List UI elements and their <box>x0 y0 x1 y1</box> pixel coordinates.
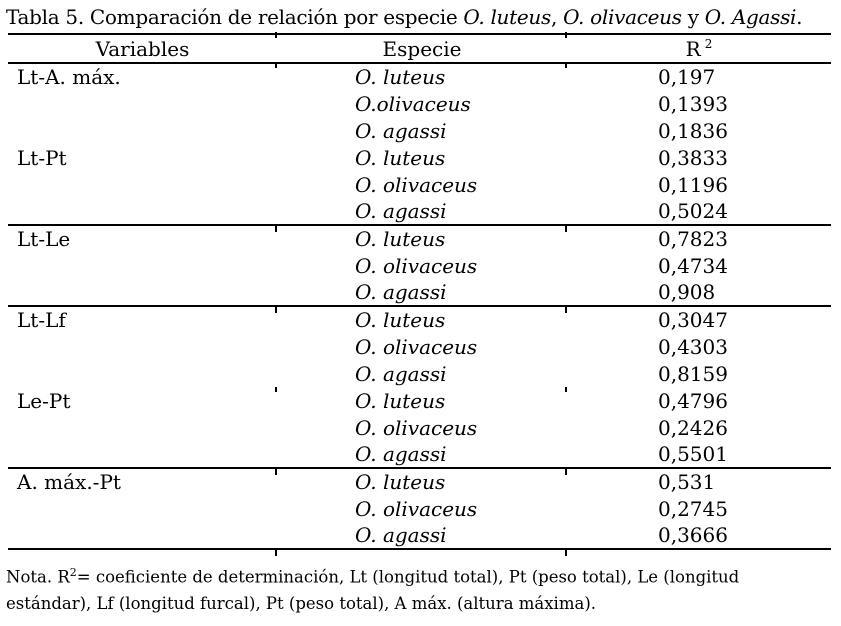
rule-tick <box>565 62 567 68</box>
variables-cell <box>8 117 277 144</box>
variables-cell <box>8 333 277 360</box>
table-row <box>8 63 831 90</box>
especie-cell: O.olivaceus <box>355 91 471 116</box>
table-row <box>8 144 831 171</box>
variables-cell <box>8 360 277 387</box>
r2-superscript: 2 <box>704 36 713 51</box>
variables-cell <box>8 522 277 549</box>
note-line-1 <box>6 560 826 591</box>
caption-sep-1: , <box>550 5 564 29</box>
caption-species-2: O. olivaceus <box>563 5 682 29</box>
table-row <box>8 198 831 225</box>
r2-cell: 0,4796 <box>658 388 728 413</box>
variables-cell <box>8 198 277 225</box>
r2-cell: 0,2745 <box>658 496 728 521</box>
rule-tick <box>565 226 567 232</box>
table-row <box>8 468 831 495</box>
rule-tick <box>275 469 277 475</box>
especie-cell: O. luteus <box>355 470 446 494</box>
table-note <box>6 560 826 617</box>
especie-cell: O. agassi <box>277 279 567 306</box>
note-r2-superscript: 2 <box>69 566 77 579</box>
r2-cell: 0,3833 <box>658 145 728 170</box>
rule-tick <box>275 226 277 232</box>
rule-tick <box>275 62 277 68</box>
note-line-2: estándar), Lf (longitud furcal), Pt (peso total), A máx. (altura máxima). <box>6 593 597 613</box>
rule-tick <box>565 550 567 556</box>
especie-cell: O. olivaceus <box>355 415 478 440</box>
especie-cell: O. luteus <box>355 65 446 89</box>
rule-tick <box>275 32 277 38</box>
table-row <box>8 306 831 333</box>
table-row <box>8 333 831 360</box>
variables-cell <box>8 279 277 306</box>
rule-tick <box>275 550 277 556</box>
r2-cell: 0,531 <box>658 470 716 494</box>
table-row <box>8 522 831 549</box>
especie-cell: O. agassi <box>277 522 567 549</box>
rule-tick <box>565 32 567 38</box>
r2-cell: 0,5501 <box>567 441 831 468</box>
variables-cell: A. máx.-Pt <box>17 470 121 494</box>
rule-tick <box>565 307 567 313</box>
especie-cell: O. luteus <box>355 227 446 251</box>
especie-cell: O. olivaceus <box>355 334 478 359</box>
note-prefix: Nota. R <box>6 567 70 587</box>
comparison-table <box>8 33 831 550</box>
especie-cell: O. olivaceus <box>355 172 478 197</box>
caption-lead: Tabla 5. Comparación de relación por especie <box>6 5 464 29</box>
r2-cell: 0,2426 <box>658 415 728 440</box>
rule-tick <box>565 387 567 392</box>
r2-cell: 0,7823 <box>658 227 728 251</box>
table-row <box>8 441 831 468</box>
variables-cell <box>8 441 277 468</box>
note-line-1-rest: = coeficiente de determinación, Lt (longitud total), Pt (peso total), Le (longitud <box>76 567 740 587</box>
variables-cell: Lt-A. máx. <box>17 65 121 89</box>
rule-tick <box>275 387 277 392</box>
r2-cell: 0,5024 <box>567 198 831 225</box>
r2-cell: 0,1393 <box>658 91 728 116</box>
table-row <box>8 495 831 522</box>
r2-cell: 0,3047 <box>658 308 728 332</box>
variables-cell <box>8 495 277 522</box>
table-row <box>8 225 831 252</box>
rule-tick <box>565 469 567 475</box>
variables-cell <box>8 171 277 198</box>
table-row <box>8 279 831 306</box>
especie-cell: O. luteus <box>355 308 446 332</box>
table-row <box>8 117 831 144</box>
table-row <box>8 90 831 117</box>
especie-cell: O. agassi <box>277 198 567 225</box>
caption-species-1: O. luteus <box>463 5 551 29</box>
table-caption <box>6 5 802 29</box>
caption-species-3: O. Agassi <box>704 5 797 29</box>
r2-cell: 0,4303 <box>658 334 728 359</box>
variables-cell <box>8 90 277 117</box>
especie-cell: O. agassi <box>355 361 447 386</box>
r2-base: R <box>685 36 701 61</box>
variables-cell: Lt-Lf <box>17 308 66 332</box>
r2-cell: 0,1196 <box>658 172 728 197</box>
variables-cell <box>8 414 277 441</box>
r2-cell: 0,3666 <box>567 522 831 549</box>
variables-cell: Le-Pt <box>17 388 71 413</box>
r2-cell: 0,1836 <box>658 118 728 143</box>
table-row <box>8 414 831 441</box>
variables-cell: Lt-Le <box>17 227 71 251</box>
variables-cell: Lt-Pt <box>17 145 67 170</box>
table-row <box>8 252 831 279</box>
caption-end: . <box>796 5 803 29</box>
table-row <box>8 171 831 198</box>
r2-cell: 0,197 <box>658 65 716 89</box>
table-row <box>8 360 831 387</box>
column-header-r2 <box>567 34 831 63</box>
column-header-especie: Especie <box>277 34 567 63</box>
especie-cell: O. agassi <box>277 441 567 468</box>
table-header-row <box>8 34 831 63</box>
r2-cell: 0,4734 <box>658 253 728 278</box>
r2-cell: 0,8159 <box>658 361 728 386</box>
rule-tick <box>275 307 277 313</box>
variables-cell <box>8 252 277 279</box>
especie-cell: O. olivaceus <box>355 253 478 278</box>
especie-cell: O. luteus <box>355 388 446 413</box>
r2-cell: 0,908 <box>567 279 831 306</box>
especie-cell: O. agassi <box>355 118 447 143</box>
table-row <box>8 387 831 414</box>
especie-cell: O. olivaceus <box>355 496 478 521</box>
caption-sep-2: y <box>681 5 705 29</box>
column-header-variables: Variables <box>8 34 277 63</box>
especie-cell: O. luteus <box>355 145 446 170</box>
